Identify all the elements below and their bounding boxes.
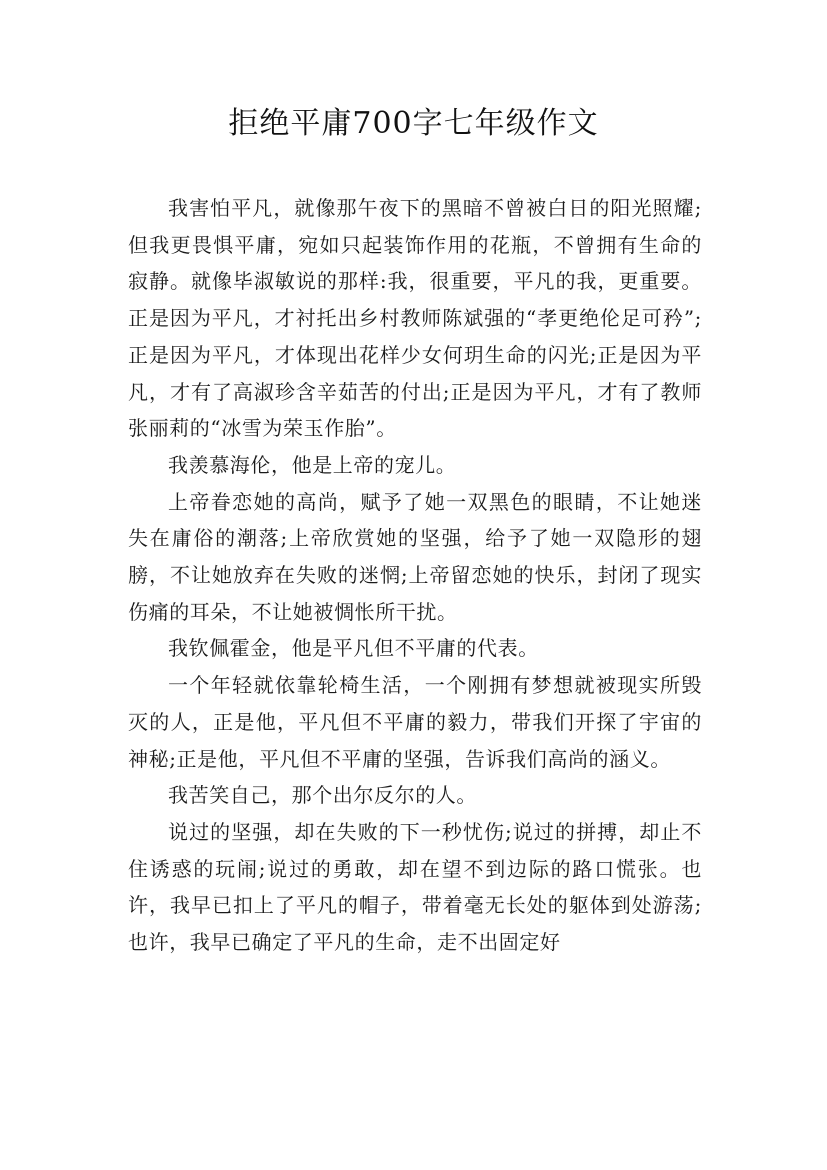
- paragraph: 我苦笑自己，那个出尔反尔的人。: [168, 783, 477, 808]
- document-body: [128, 190, 702, 961]
- paragraph: 一个年轻就依靠轮椅生活，一个刚拥有梦想就被现实所毁灭的人，正是他，平凡但不平庸的毅力，带我们开探了宇宙的神秘;正是他，平凡但不平庸的坚强，告诉我们高尚的涵义。: [128, 673, 702, 771]
- paragraph: 说过的坚强，却在失败的下一秒忧伤;说过的拼搏，却止不住诱惑的玩闹;说过的勇敢，却在望不到边际的路口慌张。也许，我早已扣上了平凡的帽子，带着毫无长处的躯体到处游荡;也许，我早已确定了平凡的生命，走不出固定好: [128, 819, 702, 955]
- paragraph: 上帝眷恋她的高尚，赋予了她一双黑色的眼睛，不让她迷失在庸俗的潮落;上帝欣赏她的坚强，给予了她一双隐形的翅膀，不让她放弃在失败的迷惘;上帝留恋她的快乐，封闭了现实伤痛的耳朵，不让她被惆怅所干扰。: [128, 489, 702, 624]
- document-title: 拒绝平庸700字七年级作文: [228, 106, 599, 141]
- paragraph: 我害怕平凡，就像那午夜下的黑暗不曾被白日的阳光照耀;但我更畏惧平庸，宛如只起装饰作用的花瓶，不曾拥有生命的寂静。就像毕淑敏说的那样:我，很重要，平凡的我，更重要。正是因为平凡，才衬托出乡村教师陈斌强的“孝更绝伦足可矜”;正是因为平凡，才体现出花样少女何玥生命的闪光;正是因为平凡，才有了高淑珍含辛茹苦的付出;正是因为平凡，才有了教师张丽莉的“冰雪为荣玉作胎”。: [128, 196, 702, 441]
- paragraph: 我羡慕海伦，他是上帝的宠儿。: [168, 452, 457, 477]
- paragraph: 我钦佩霍金，他是平凡但不平庸的代表。: [168, 636, 539, 661]
